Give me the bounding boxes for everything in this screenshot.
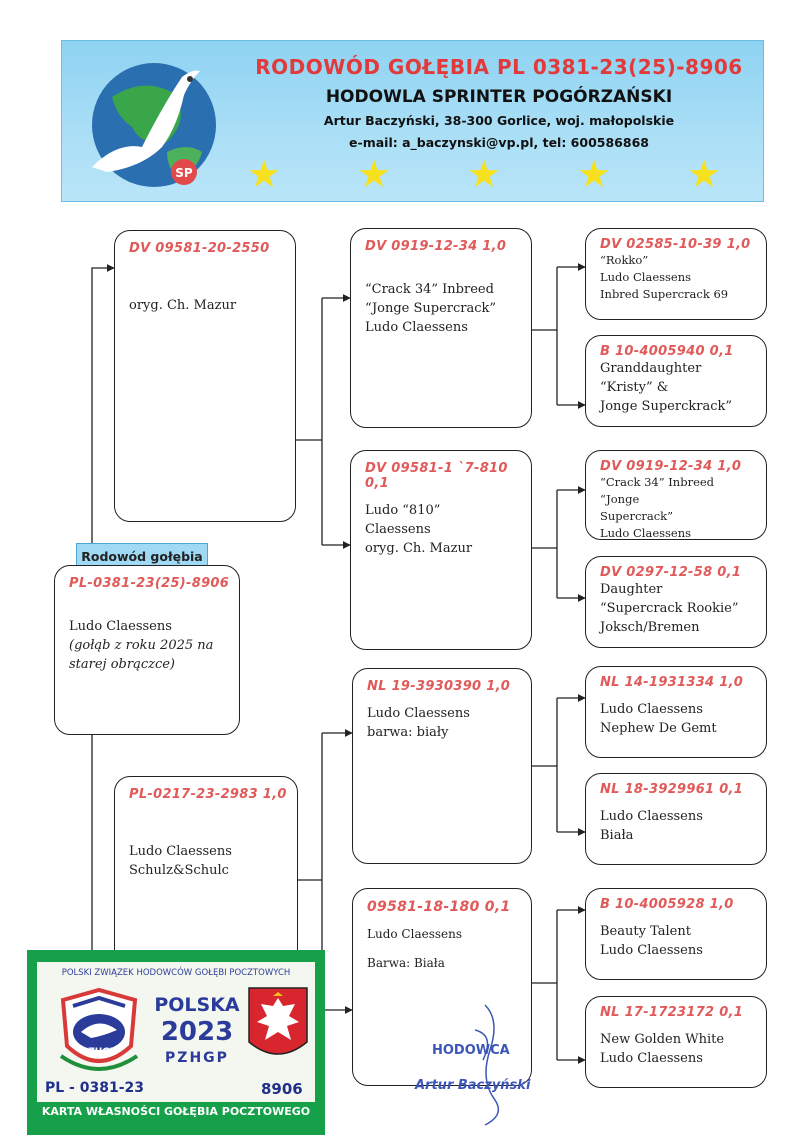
pedigree-line: Ludo Claessens [600,526,692,540]
granddam-paternal-box [350,450,532,650]
ring-number: DV 09581-20-2550 [129,241,270,256]
star-icon: ★ [247,152,282,196]
mother-line: Schulz&Schulc [129,863,229,878]
card-association: PZHGP [165,1050,229,1066]
pedigree-line: Inbred Supercrack 69 [600,287,729,301]
card-pigeon-number: 8906 [261,1080,303,1098]
grandsire-maternal-box [352,668,532,864]
pedigree-line: Ludo Claessens [600,809,703,824]
pzhgp-emblem-icon [51,986,147,1078]
pedigree-line: Nephew De Gemt [600,721,717,736]
ggparent-box [585,450,767,540]
card-ring-number: PL - 0381-23 [45,1080,144,1096]
polish-eagle-icon [247,986,309,1066]
pedigree-line: Jonge Superckrack” [600,399,732,414]
pedigree-line: oryg. Ch. Mazur [365,541,473,556]
breeder-role: HODOWCA [432,1043,510,1058]
pedigree-line: Supercrack” [600,509,674,523]
emblem-text: PZHGP [81,1047,117,1057]
logo-text: SP [175,166,193,180]
ring-sex: 0,1 [365,476,389,491]
mother-line: Ludo Claessens [129,844,232,859]
pedigree-line: Ludo Claessens [600,943,703,958]
star-icon: ★ [467,152,502,196]
ring-number: NL 14-1931334 1,0 [600,675,744,690]
father-line: oryg. Ch. Mazur [129,298,237,313]
star-icon: ★ [687,152,722,196]
pedigree-line: Daughter [600,582,663,597]
ring-number: DV 0919-12-34 1,0 [365,239,507,254]
pedigree-line: Biała [600,828,634,843]
pedigree-label: Rodowód gołębia [76,543,208,570]
pedigree-line: Ludo Claessens [367,706,470,721]
star-icon: ★ [357,152,392,196]
pedigree-line: “Crack 34” Inbreed “Jonge [600,475,715,506]
card-country: POLSKA [154,994,240,1016]
pigeon-box [54,565,240,735]
pedigree-line: Ludo Claessens [600,270,692,284]
breeder-signature: Artur Baczyński [415,1078,531,1093]
ggparent-box [585,666,767,758]
ring-number: DV 0297-12-58 0,1 [600,565,742,580]
star-icon: ★ [577,152,612,196]
grandsire-paternal-box [350,228,532,428]
breeder-address: Artur Baczyński, 38-300 Gorlice, woj. małopolskie [323,113,675,128]
pedigree-line: barwa: biały [367,725,449,740]
card-footer: KARTA WŁASNOŚCI GOŁĘBIA POCZTOWEGO [41,1105,311,1118]
ring-number: PL-0217-23-2983 1,0 [129,787,287,802]
ggparent-box [585,773,767,865]
ring-number: NL 18-3929961 0,1 [600,782,744,797]
ring-number: NL 17-1723172 0,1 [600,1005,744,1020]
ring-number: B 10-4005928 1,0 [600,897,734,912]
pedigree-line: “Crack 34” Inbreed [365,282,494,297]
pedigree-line: “Jonge Supercrack” [365,301,497,316]
ggparent-box [585,996,767,1088]
pedigree-line: Claessens [365,522,431,537]
signature-scribble-icon [455,1000,515,1130]
ring-number: DV 09581-1 `7-810 [365,461,508,476]
pigeon-line: Ludo Claessens [69,619,172,634]
ggparent-box [585,228,767,320]
pedigree-line: Granddaughter “Kristy” & [600,361,702,395]
pedigree-line: “Rokko” [600,253,649,267]
ring-number: 09581-18-180 0,1 [367,899,511,915]
pigeon-note: (gołąb z roku 2025 na starej obrączce) [69,638,214,672]
ring-number: NL 19-3930390 1,0 [367,679,511,694]
pedigree-line: New Golden White [600,1032,725,1047]
ring-number: DV 02585-10-39 1,0 [600,237,751,252]
pedigree-line: Ludo Claessens [367,927,462,941]
pedigree-line: “Supercrack Rookie” [600,601,739,616]
card-year: 2023 [160,1017,234,1047]
ring-number: DV 0919-12-34 1,0 [600,459,742,474]
ggparent-box [585,888,767,980]
pedigree-line: Beauty Talent [600,924,691,939]
ggparent-box [585,335,767,427]
father-box [114,230,296,522]
pedigree-line: Joksch/Bremen [600,620,700,635]
breeder-contact: e-mail: a_baczynski@vp.pl, tel: 600586868 [349,135,649,150]
loft-name: HODOWLA SPRINTER POGÓRZAŃSKI [325,87,673,107]
pedigree-line: Ludo “810” [365,503,441,518]
pedigree-line: Ludo Claessens [365,320,468,335]
pedigree-line: Ludo Claessens [600,702,703,717]
card-inner [37,962,315,1102]
pedigree-title: RODOWÓD GOŁĘBIA PL 0381-23(25)-8906 [255,55,743,79]
ring-number: PL-0381-23(25)-8906 [69,576,230,591]
card-organization: POLSKI ZWIĄZEK HODOWCÓW GOŁĘBI POCZTOWYCH [61,968,291,978]
pedigree-line: Barwa: Biała [367,956,445,970]
pedigree-line: Ludo Claessens [600,1051,703,1066]
ggparent-box [585,556,767,648]
ownership-card [27,950,325,1135]
ring-number: B 10-4005940 0,1 [600,344,734,359]
